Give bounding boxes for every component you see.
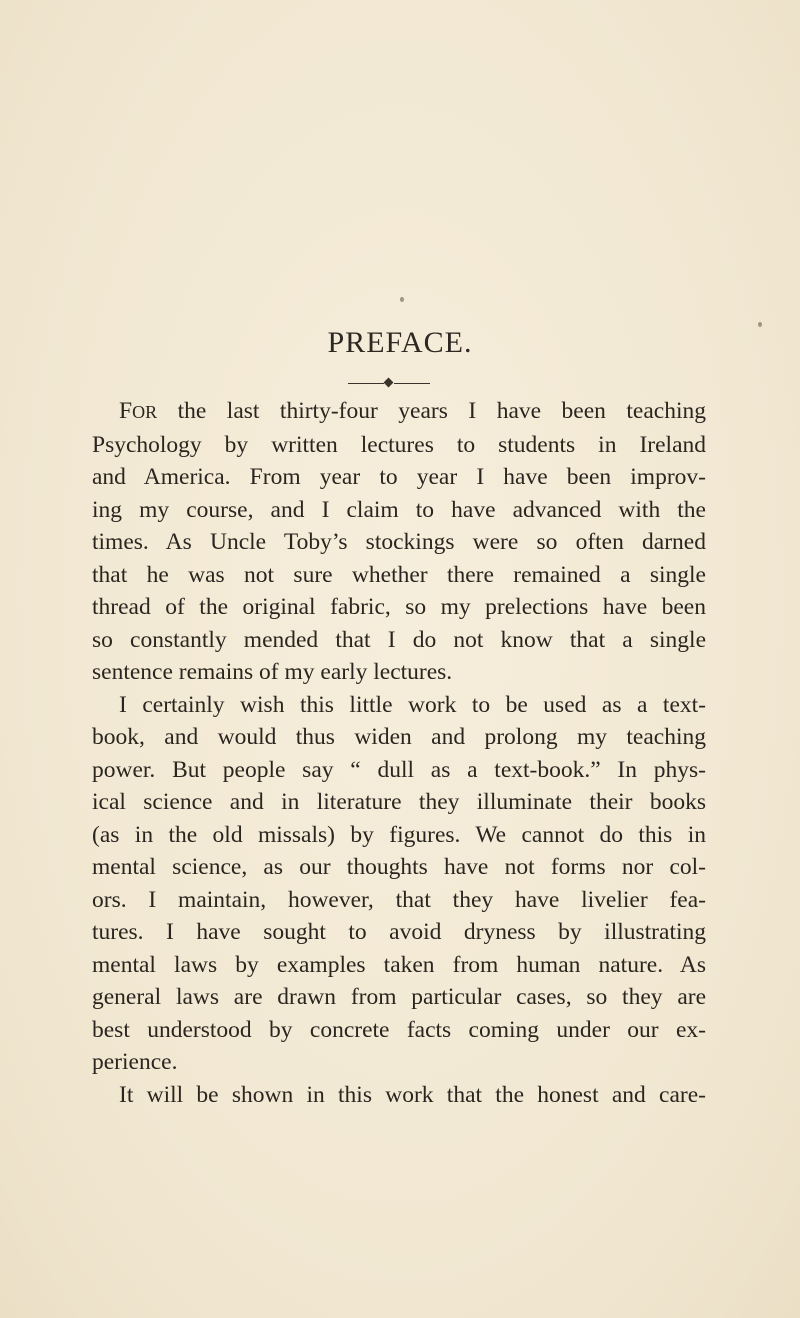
text-line: It will be shown in this work that the honest and care- [119, 1081, 706, 1108]
text-line: perience. [92, 1049, 178, 1075]
text-line: ical science and in literature they illuminate their books [92, 789, 706, 815]
text-line: (as in the old missals) by figures. We cannot do this in [92, 821, 706, 848]
preface-text [92, 395, 706, 1111]
text-line: mental laws by examples taken from human nature. As [92, 951, 706, 978]
text-line: I certainly wish this little work to be used as a text- [119, 691, 706, 718]
text-line: general laws are drawn from particular cases, so they are [92, 984, 706, 1010]
text-line: sentence remains of my early lectures. [92, 659, 453, 685]
text-line: that he was not sure whether there remained a single [92, 561, 706, 588]
text-line: times. As Uncle Toby’s stockings were so often darned [92, 529, 706, 555]
text-line: mental science, as our thoughts have not forms nor col- [92, 854, 706, 880]
page-title: PREFACE. [327, 326, 473, 359]
text-line: ors. I maintain, however, that they have livelier fea- [92, 886, 706, 913]
text-line [92, 395, 706, 429]
divider-rule [394, 383, 430, 384]
text-line: book, and would thus widen and prolong my teaching [92, 724, 706, 750]
divider-rule [348, 383, 384, 384]
first-word-rest: OR [132, 402, 158, 422]
text-line-content: the last thirty-four years I have been teaching [157, 398, 706, 424]
diamond-icon [384, 378, 394, 388]
text-line: Psychology by written lectures to students in Ireland [92, 431, 706, 458]
text-line: thread of the original fabric, so my prelections have been [92, 594, 706, 620]
first-word-capital: F [119, 398, 133, 424]
text-line: best understood by concrete facts coming under our ex- [92, 1016, 706, 1043]
text-line: ing my course, and I claim to have advanced with the [92, 496, 706, 523]
text-line: and America. From year to year I have been improv- [92, 464, 706, 490]
ink-speck [400, 297, 404, 302]
divider-ornament [348, 378, 430, 388]
text-line: so constantly mended that I do not know that a single [92, 626, 706, 653]
text-line: tures. I have sought to avoid dryness by illustrating [92, 919, 706, 945]
text-line: power. But people say “ dull as a text-book.” In phys- [92, 756, 706, 783]
